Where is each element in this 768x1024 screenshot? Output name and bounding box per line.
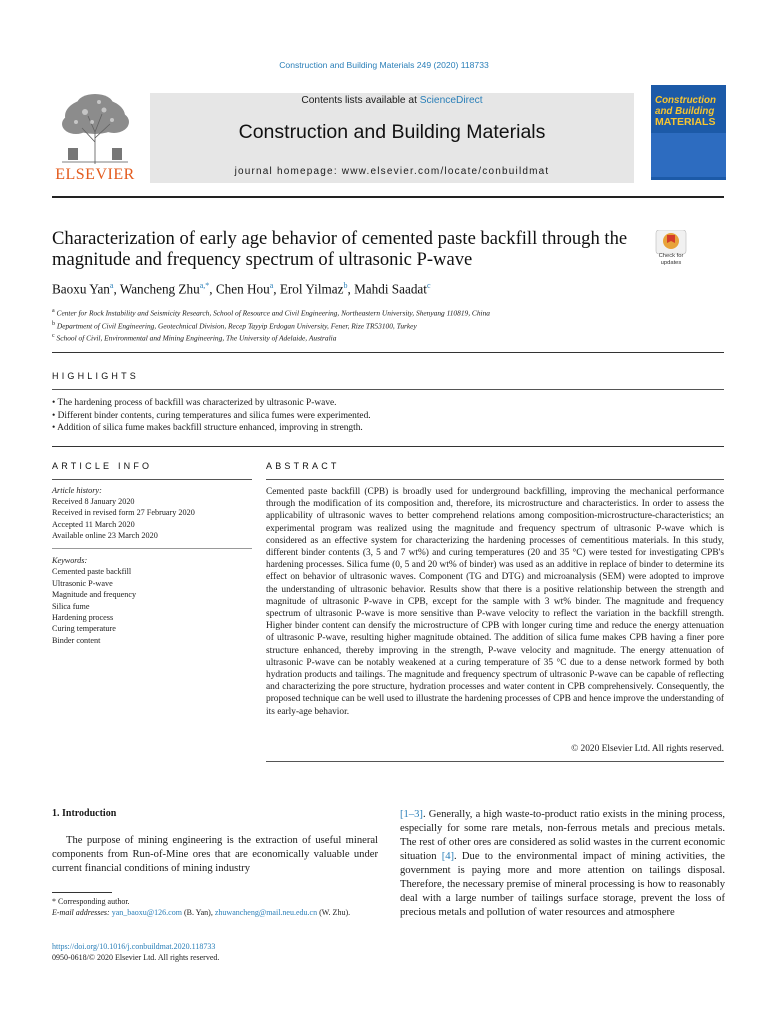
contents-availability — [150, 95, 634, 106]
corresponding-author-note: * Corresponding author. — [52, 897, 130, 906]
highlight-item: • Different binder contents, curing temperatures and silica fumes were experimented. — [52, 410, 371, 421]
cover-band — [651, 133, 726, 177]
author-name[interactable]: Wancheng Zhu — [119, 281, 200, 297]
author-name[interactable]: Chen Hou — [215, 281, 270, 297]
badge-label-line: updates — [660, 259, 682, 266]
highlight-item: • The hardening process of backfill was characterized by ultrasonic P-wave. — [52, 398, 337, 408]
reference-link[interactable]: [4] — [441, 851, 455, 862]
keyword: Silica fume — [52, 601, 90, 611]
journal-citation[interactable]: Construction and Building Materials 249 (2020) 118733 — [279, 60, 489, 70]
highlights-heading: HIGHLIGHTS — [52, 371, 140, 381]
affiliation — [52, 331, 724, 344]
author-separator: , — [209, 281, 216, 297]
affiliation — [52, 306, 724, 319]
abstract-copyright: © 2020 Elsevier Ltd. All rights reserved. — [571, 744, 724, 754]
introduction-paragraph: The purpose of mining engineering is the extraction of useful mineral components from Run-of-Mine ores that are economically valuable under current financial conditions of mining industry — [52, 835, 378, 874]
sciencedirect-link[interactable]: ScienceDirect — [419, 95, 483, 106]
introduction-continued — [400, 808, 725, 920]
journal-title: Construction and Building Materials — [238, 121, 546, 143]
keyword: Magnitude and frequency — [52, 590, 137, 600]
cover-title-line: Construction — [655, 95, 716, 106]
body-text: . Generally, a high waste-to-product ratio exists in the mining process, especially for some rare metals, non-ferrous metals and precious metals. The rest of other ores are considered as solid wastes in the current economic situation — [400, 809, 725, 862]
keyword: Binder content — [52, 635, 101, 645]
cover-title-emphasis: MATERIALS — [655, 116, 716, 128]
author-separator: , — [113, 281, 120, 297]
author-affiliation-mark[interactable]: b — [343, 281, 348, 290]
keyword: Hardening process — [52, 613, 114, 623]
email-line — [52, 907, 378, 918]
highlight-text: The hardening process of backfill was characterized by ultrasonic P-wave. — [57, 398, 337, 408]
author-name[interactable]: Baoxu Yan — [52, 281, 110, 297]
cover-title-line: and Building — [655, 106, 715, 117]
author-separator: , — [347, 281, 355, 297]
article-info-divider — [52, 479, 252, 480]
keywords-divider — [52, 548, 252, 549]
history-label: Article history: — [52, 486, 102, 495]
abstract-divider — [266, 479, 724, 480]
article-history — [52, 485, 252, 541]
author-affiliation-mark[interactable]: c — [426, 281, 431, 290]
keyword: Cemented paste backfill — [52, 567, 132, 577]
doi-link[interactable]: https://doi.org/10.1016/j.conbuildmat.2020.118733 — [52, 942, 216, 951]
article-title: Characterization of early age behavior of cemented paste backfill through the magnitude and frequency spectrum of ultrasonic P-wave — [52, 228, 628, 270]
email-owner: (B. Yan), — [181, 908, 215, 918]
header-divider — [52, 196, 724, 198]
author-affiliation-mark[interactable]: a — [109, 281, 114, 290]
author-list — [52, 281, 724, 297]
author-name[interactable]: Mahdi Saadat — [354, 281, 427, 297]
body-text: . Due to the environmental impact of mining activities, the government is paying more and more attention on tailings disposal. Therefore, the necessary premise of mineral processing is how to reasonably deal with a large number of tailings surface storage, prevent the loss of precious metals and pollution of water resources and atmosphere — [400, 851, 725, 918]
keyword: Curing temperature — [52, 624, 116, 634]
abstract-heading: ABSTRACT — [266, 461, 340, 471]
reference-link[interactable]: [1–3] — [400, 809, 423, 820]
email-link[interactable]: yan_baoxu@126.com — [111, 908, 182, 918]
affiliation-mark: b — [52, 320, 55, 327]
email-label: E-mail addresses: — [52, 908, 112, 918]
email-link[interactable]: zhuwancheng@mail.neu.edu.cn — [214, 908, 318, 918]
author-name[interactable]: Erol Yilmaz — [279, 281, 344, 297]
author-affiliation-mark[interactable]: a — [269, 281, 274, 290]
contents-prefix: Contents lists available at — [301, 95, 420, 106]
affiliation-mark: a — [52, 308, 55, 314]
author-affiliation-mark[interactable]: a,* — [199, 281, 210, 290]
highlight-item: • Addition of silica fume makes backfill structure enhanced, improving in strength. — [52, 423, 363, 434]
elsevier-wordmark[interactable]: ELSEVIER — [55, 166, 135, 183]
abstract-end-divider — [266, 761, 724, 762]
history-item: Received in revised form 27 February 2020 — [52, 508, 195, 518]
cover-title — [655, 95, 725, 128]
abstract-text: Cemented paste backfill (CPB) is broadly used for underground backfilling, improving the mechanical performance through the modification of its composition and, therefore, its microstructure and characteristics. In order to assess the applicability of ultrasonic waves to better comprehend relations among composition-microstructure-characteristics; an experimental program was realized using the magnitude and frequency spectrum of ultrasonic P-wave which is considered as an effective system for characterizing the hardening processes of cementitious materials. In this study, different binder contents (3, 5 and 7 wt%) and curing temperatures (20 and 35 °C) were tested for investigating CPB's hardening processes. Silica fume (0, 5 and 20 wt% of binder) was used as an additive in replace of binder to determine its effect on behavior of ultrasonic waves. Component (TG and DTG) and microanalysis (SEM) were adopted to improve the understanding of ultrasonic behavior. Results show that there is a positive relationship between the strength and magnitude of ultrasonic P-wave in CPB, except for the sample with 3 wt% binder. The magnitude and frequency spectrum of ultrasonic P-wave is more sensitive than P-wave velocity to reflect the variation in the backfill strength. Higher binder content can densify the microstructure of CPB with longer curing time and reduce the energy attenuation of ultrasonic P-wave, resulting higher magnitude obtained. The addition of silica fume makes CPB having a finer pore structure enhanced, thereby improving in the strength, P-wave velocity and magnitude. The energy attenuation of ultrasonic P-wave can be notably weakened at a curing temperature of 35 °C due to a dense network formed by both hydration products and tailings. The magnitude and frequency spectrum of ultrasonic P-wave can be capable of reflecting and characterizing the pore structure, hydration processes and water content in CPB comprehensively. Consequently, the proposed technique can be well used to illustrate the hardening processes of CPB and hence improve the understanding of its early-age behavior. — [266, 487, 724, 717]
keywords — [52, 555, 252, 646]
affiliations — [52, 306, 724, 344]
history-item: Available online 23 March 2020 — [52, 530, 158, 540]
history-item: Received 8 January 2020 — [52, 497, 135, 507]
affiliation-text: School of Civil, Environmental and Mining Engineering, The University of Adelaide, Australia — [56, 333, 337, 343]
affiliation-mark: c — [52, 333, 55, 340]
section-divider — [52, 352, 724, 353]
highlights-list — [52, 397, 724, 435]
history-item: Accepted 11 March 2020 — [52, 519, 135, 529]
affiliation-text: Department of Civil Engineering, Geotechnical Division, Recep Tayyip Erdogan University, Fener, Rize TR53100, Turkey — [56, 321, 417, 331]
footnote-rule — [52, 892, 112, 893]
author-separator: , — [273, 281, 280, 297]
affiliation-text: Center for Rock Instability and Seismicity Research, School of Resource and Civil Engineering, Northeastern University, Shenyang 110819, China — [56, 308, 490, 318]
doi-block — [52, 941, 378, 963]
footnote — [52, 896, 378, 919]
highlight-text: Different binder contents, curing temperatures and silica fumes were experimented. — [57, 410, 371, 421]
email-owner: (W. Zhu). — [317, 908, 351, 918]
highlight-text: Addition of silica fume makes backfill structure enhanced, improving in strength. — [57, 423, 363, 434]
keyword: Ultrasonic P-wave — [52, 578, 113, 588]
keywords-label: Keywords: — [52, 556, 88, 565]
article-info-heading: ARTICLE INFO — [52, 461, 153, 471]
issn-line: 0950-0618/© 2020 Elsevier Ltd. All rights reserved. — [52, 953, 220, 962]
badge-label-line: Check for — [658, 253, 684, 259]
section-divider — [52, 446, 724, 447]
affiliation — [52, 319, 724, 332]
journal-cover-thumbnail[interactable] — [651, 85, 726, 180]
introduction-heading: 1. Introduction — [52, 808, 117, 819]
journal-homepage[interactable]: journal homepage: www.elsevier.com/locate/conbuildmat — [234, 166, 550, 177]
highlights-divider — [52, 389, 724, 390]
check-for-updates-label[interactable] — [644, 253, 698, 266]
